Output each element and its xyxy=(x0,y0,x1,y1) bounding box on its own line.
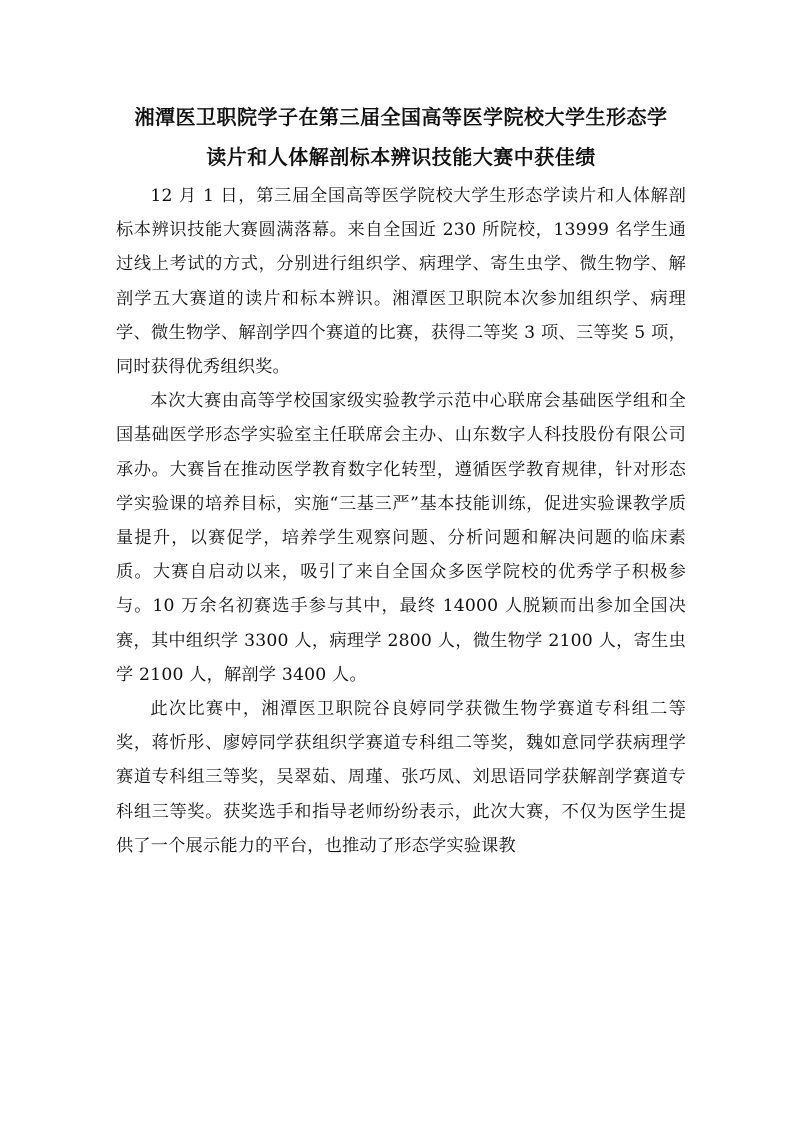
document-body xyxy=(116,97,686,863)
article-title-line-1: 湘潭医卫职院学子在第三届全国高等医学院校大学生形态学 xyxy=(134,105,668,129)
article-title xyxy=(116,97,686,177)
paragraph-2: 本次大赛由高等学校国家级实验教学示范中心联席会基础医学组和全国基础医学形态学实验室主任联席会主办、山东数字人科技股份有限公司承办。大赛旨在推动医学教育数字化转型，遵循医学教育规律，针对形态学实验课的培养目标，实施“三基三严”基本技能训练，促进实验课教学质量提升，以赛促学，培养学生观察问题、分析问题和解决问题的临床素质。大赛自启动以来，吸引了来自全国众多医学院校的优秀学子积极参与。10 万余名初赛选手参与其中，最终 14000 人脱颖而出参加全国决赛，其中组织学 3300 人，病理学 2800 人，微生物学 2100 人，寄生虫学 2100 人，解剖学 3400 人。 xyxy=(116,391,686,685)
article-title-line-2: 读片和人体解剖标本辨识技能大赛中获佳绩 xyxy=(206,145,596,169)
paragraph-1: 12 月 1 日，第三届全国高等医学院校大学生形态学读片和人体解剖标本辨识技能大赛圆满落幕。来自全国近 230 所院校，13999 名学生通过线上考试的方式，分别进行组织学、病理学、寄生虫学、微生物学、解剖学五大赛道的读片和标本辨识。湘潭医卫职院本次参加组织学、病理学、微生物学、解剖学四个赛道的比赛，获得二等奖 3 项、三等奖 5 项，同时获得优秀组织奖。 xyxy=(116,186,686,378)
paragraph-3: 此次比赛中，湘潭医卫职院谷良婷同学获微生物学赛道专科组二等奖，蒋忻彤、廖婷同学获组织学赛道专科组二等奖，魏如意同学获病理学赛道专科组三等奖，吴翠茹、周瑾、张巧凤、刘思语同学获解剖学赛道专科组三等奖。获奖选手和指导老师纷纷表示，此次大赛，不仅为医学生提供了一个展示能力的平台，也推动了形态学实验课教 xyxy=(116,699,686,856)
